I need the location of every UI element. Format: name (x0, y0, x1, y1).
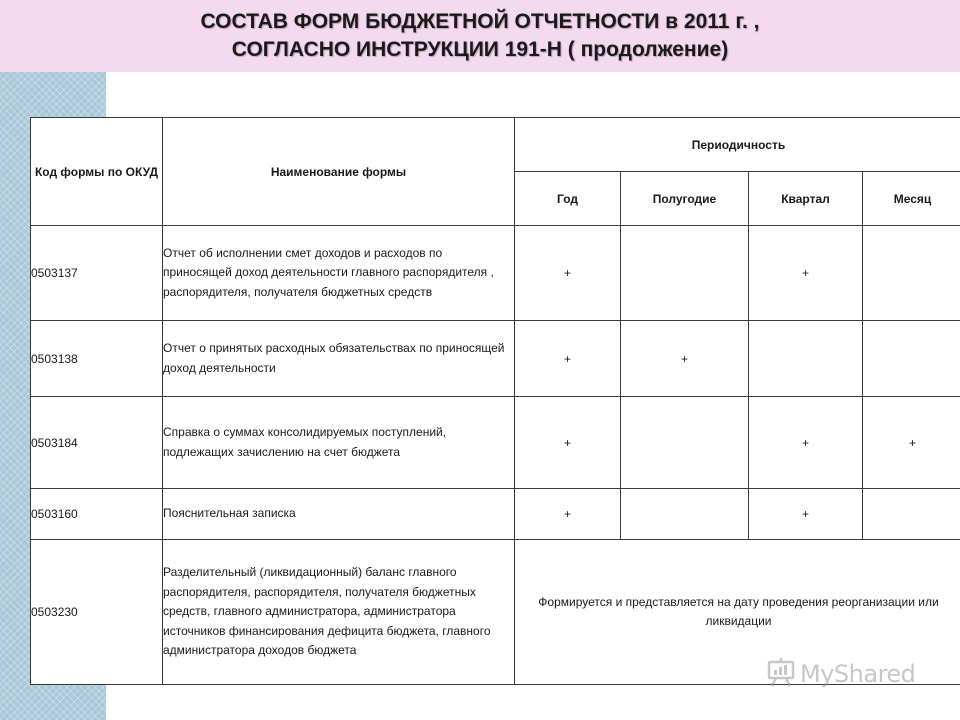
header-code: Код формы по ОКУД (31, 118, 163, 226)
row-name: Справка о суммах консолидируемых поступлений, подлежащих зачислению на счет бюджета (163, 397, 515, 489)
row-month (863, 321, 960, 397)
row-quarter: + (749, 397, 863, 489)
title-line-2: СОГЛАСНО ИНСТРУКЦИИ 191-Н ( продолжение) (231, 38, 729, 61)
row-code: 0503184 (31, 397, 163, 489)
row-code: 0503230 (31, 540, 163, 685)
watermark-text: MyShared (800, 660, 916, 688)
watermark (766, 656, 915, 692)
title-band (0, 0, 960, 72)
header-periodicity: Периодичность (515, 118, 960, 172)
row-month (863, 489, 960, 540)
row-quarter (749, 321, 863, 397)
row-month: + (863, 397, 960, 489)
row-name: Отчет о принятых расходных обязательствах по приносящей доход деятельности (163, 321, 515, 397)
title-line-1: СОСТАВ ФОРМ БЮДЖЕТНОЙ ОТЧЕТНОСТИ в 2011 г. , (200, 10, 760, 33)
row-quarter: + (749, 489, 863, 540)
row-year: + (515, 489, 621, 540)
table-row (31, 489, 960, 540)
forms-table (30, 117, 960, 685)
table-row (31, 397, 960, 489)
row-code: 0503160 (31, 489, 163, 540)
row-year: + (515, 397, 621, 489)
row-merged-note: Формируется и представляется на дату проведения реорганизации или ликвидации (515, 540, 960, 685)
header-row-1 (31, 118, 960, 172)
row-half-year (621, 226, 749, 321)
slideshow-icon (766, 657, 796, 692)
header-quarter: Квартал (749, 172, 863, 226)
row-name: Пояснительная записка (163, 489, 515, 540)
row-half-year (621, 397, 749, 489)
row-year: + (515, 321, 621, 397)
table-row (31, 226, 960, 321)
row-half-year (621, 489, 749, 540)
header-name: Наименование формы (163, 118, 515, 226)
row-quarter: + (749, 226, 863, 321)
row-half-year: + (621, 321, 749, 397)
row-name: Отчет об исполнении смет доходов и расходов по приносящей доход деятельности главного распорядителя , распорядителя, получателя бюджетных средств (163, 226, 515, 321)
header-year: Год (515, 172, 621, 226)
row-month (863, 226, 960, 321)
row-code: 0503137 (31, 226, 163, 321)
header-half-year: Полугодие (621, 172, 749, 226)
row-name: Разделительный (ликвидационный) баланс главного распорядителя, распорядителя, получателя бюджетных средств, главного администратора, администратора источников финансирования дефицита бюджета, главного администратора доходов бюджета (163, 540, 515, 685)
row-year: + (515, 226, 621, 321)
header-month: Месяц (863, 172, 960, 226)
table-row (31, 321, 960, 397)
slide-title (0, 8, 960, 64)
row-code: 0503138 (31, 321, 163, 397)
